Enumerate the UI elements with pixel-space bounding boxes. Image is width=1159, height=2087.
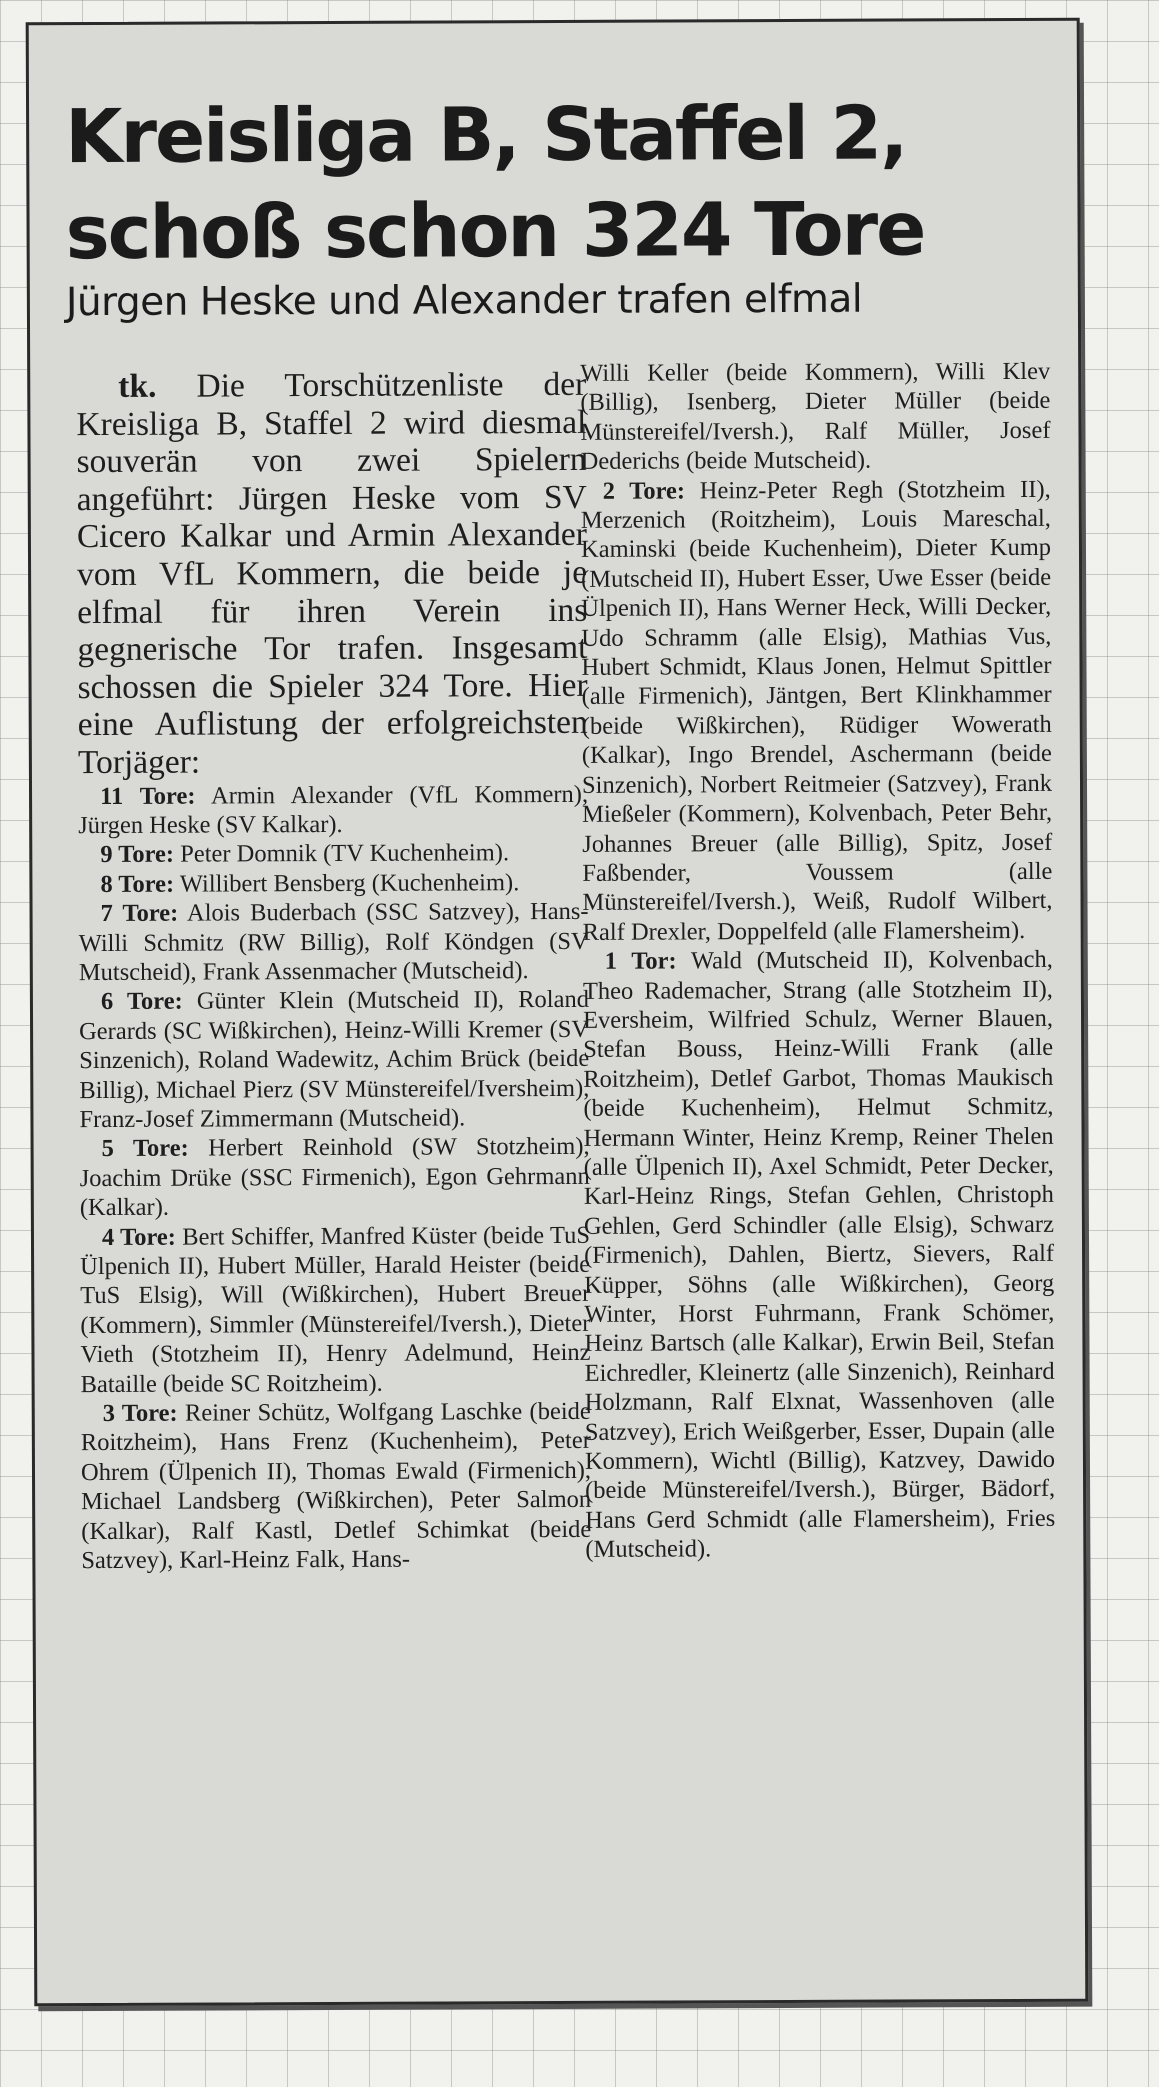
scorer-names: Willibert Bensberg (Kuchenheim). xyxy=(174,868,520,898)
goals-label: 5 Tore: xyxy=(101,1135,189,1163)
scorer-names: Peter Domnik (TV Kuchenheim). xyxy=(174,839,510,869)
scorer-names: Wald (Mutscheid II), Kolvenbach, Theo Rademacher, Strang (alle Stotzheim II), Eversheim, Wilfried Schulz, Werner Blauen, Stefan Bouss, Heinz-Willi Frank (alle Roitzheim), Detlef Garbot, Thomas Maukisch (beide Kuchenheim), Helmut Schmitz, Hermann Winter, Heinz Kremp, Reiner Thelen (alle Ülpenich II), Axel Schmidt, Peter Decker, Karl-Heinz Rings, Stefan Gehlen, Christoph Gehlen, Gerd Schindler (alle Elsig), Schwarz (Firmenich), Dahlen, Biertz, Sievers, Ralf Küpper, Söhns (alle Wißkirchen), Georg Winter, Horst Fuhrmann, Frank Schömer, Heinz Bartsch (alle Kalkar), Erwin Beil, Stefan Eichredler, Kleinertz (alle Sinzenich), Reinhard Holzmann, Ralf Elxnat, Wassenhoven (alle Satzvey), Erich Weißgerber, Esser, Dupain (alle Kommern), Wichtl (Billig), Katzvey, Dawido (beide Münstereifel/Iversh.), Bürger, Bädorf, Hans Gerd Schmidt (alle Flamersheim), Fries (Mutscheid). xyxy=(582,945,1056,1564)
scorer-entry-5 xyxy=(80,1132,590,1222)
goals-label: 3 Tore: xyxy=(102,1399,178,1428)
author-tag: tk. xyxy=(118,367,157,405)
lead-text: Die Torschützenliste der Kreisliga B, Staffel 2 wird diesmal souverän von zwei Spielern angeführt: Jürgen Heske vom SV Cicero Kalkar und Armin Alexander vom VfL Kommern, die beide je elfmal für ihren Verein ins gegnerische Tor trafen. Insgesamt schossen die Spieler 324 Tore. Hier eine Auflistung der erfolgreichsten Torjäger: xyxy=(76,365,588,782)
scorer-names: Armin Alexander (VfL Kommern), Jürgen Heske (SV Kalkar). xyxy=(78,780,589,840)
scorer-entry-8 xyxy=(78,868,588,900)
scorer-entry-9 xyxy=(78,838,588,870)
goals-label: 7 Tore: xyxy=(100,899,179,928)
left-column xyxy=(76,366,591,1576)
goals-label: 8 Tore: xyxy=(100,870,175,898)
subheadline: Jürgen Heske und Alexander trafen elfmal xyxy=(65,276,863,326)
scorer-names: Günter Klein (Mutscheid II), Roland Gerards (SC Wißkirchen), Heinz-Willi Kremer (SV Sinzenich), Roland Wadewitz, Achim Brück (beide Billig), Michael Pierz (SV Münstereifel/Iversheim), Franz-Josef Zimmermann (Mutscheid). xyxy=(79,986,590,1134)
headline xyxy=(65,85,925,281)
newspaper-clipping xyxy=(26,18,1089,2007)
lead-paragraph xyxy=(76,366,588,782)
headline-line-2: schoß schon 324 Tore xyxy=(65,186,925,277)
right-column xyxy=(580,357,1055,1565)
scorer-entry-11 xyxy=(78,779,588,840)
headline-line-1: Kreisliga B, Staffel 2, xyxy=(64,90,907,181)
scorer-entry-4 xyxy=(80,1220,591,1399)
scorer-names: Heinz-Peter Regh (Stotzheim II), Merzenich (Roitzheim), Louis Mareschal, Kaminski (beide Kuchenheim), Dieter Kump (Mutscheid II), Hubert Esser, Uwe Esser (beide Ülpenich II), Hans Werner Heck, Willi Decker, Udo Schramm (alle Elsig), Mathias Vus, Hubert Schmidt, Klaus Jonen, Helmut Spittler (alle Firmenich), Jäntgen, Bert Klinkhammer (beide Wißkirchen), Rüdiger Wowerath (Kalkar), Ingo Brendel, Aschermann (beide Sinzenich), Norbert Reitmeier (Satzvey), Frank Mießeler (Kommern), Kolvenbach, Peter Behr, Johannes Breuer (alle Billig), Spitz, Josef Faßbender, Voussem (alle Münstereifel/Iversh.), Weiß, Rudolf Wilbert, Ralf Drexler, Doppelfeld (alle Flamersheim). xyxy=(580,475,1053,946)
goals-label: 2 Tore: xyxy=(602,477,686,505)
scorer-names: Alois Buderbach (SSC Satzvey), Hans-Willi Schmitz (RW Billig), Rolf Köndgen (SV Mutscheid), Frank Assenmacher (Mutscheid). xyxy=(78,898,589,987)
goals-label: 11 Tore: xyxy=(99,782,196,810)
scorer-entry-3 xyxy=(81,1397,592,1576)
goals-label: 9 Tore: xyxy=(100,841,175,869)
goals-label: 6 Tore: xyxy=(100,988,183,1016)
scorer-entry-7 xyxy=(79,897,589,987)
scorer-names: Reiner Schütz, Wolfgang Laschke (beide Roitzheim), Hans Frenz (Kuchenheim), Peter Ohrem (Ülpenich II), Thomas Ewald (Firmenich), Michael Landsberg (Wißkirchen), Peter Salmon (Kalkar), Ralf Kastl, Detlef Schimkat (beide Satzvey), Karl-Heinz Falk, Hans- xyxy=(80,1397,592,1575)
scorer-entry-1 xyxy=(583,945,1056,1565)
goals-label: 1 Tor: xyxy=(604,947,677,975)
scorer-names: Herbert Reinhold (SW Stotzheim), Joachim Drüke (SSC Firmenich), Egon Gehrmann (Kalkar). xyxy=(79,1133,590,1222)
scorer-entry-3-continued: Willi Keller (beide Kommern), Willi Klev (Billig), Isenberg, Dieter Müller (beide Münstereifel/Iversh.), Ralf Müller, Josef Dederichs (beide Mutscheid). xyxy=(580,357,1051,476)
scorer-names: Bert Schiffer, Manfred Küster (beide TuS Ülpenich II), Hubert Müller, Harald Heister (beide TuS Elsig), Will (Wißkirchen), Hubert Breuer (Kommern), Simmler (Münstereifel/Iversh.), Dieter Vieth (Stotzheim II), Henry Adelmund, Heinz Bataille (beide SC Roitzheim). xyxy=(80,1221,591,1398)
scorer-entry-6 xyxy=(79,985,590,1134)
goals-label: 4 Tore: xyxy=(101,1223,176,1251)
scorer-entry-2 xyxy=(581,474,1053,947)
